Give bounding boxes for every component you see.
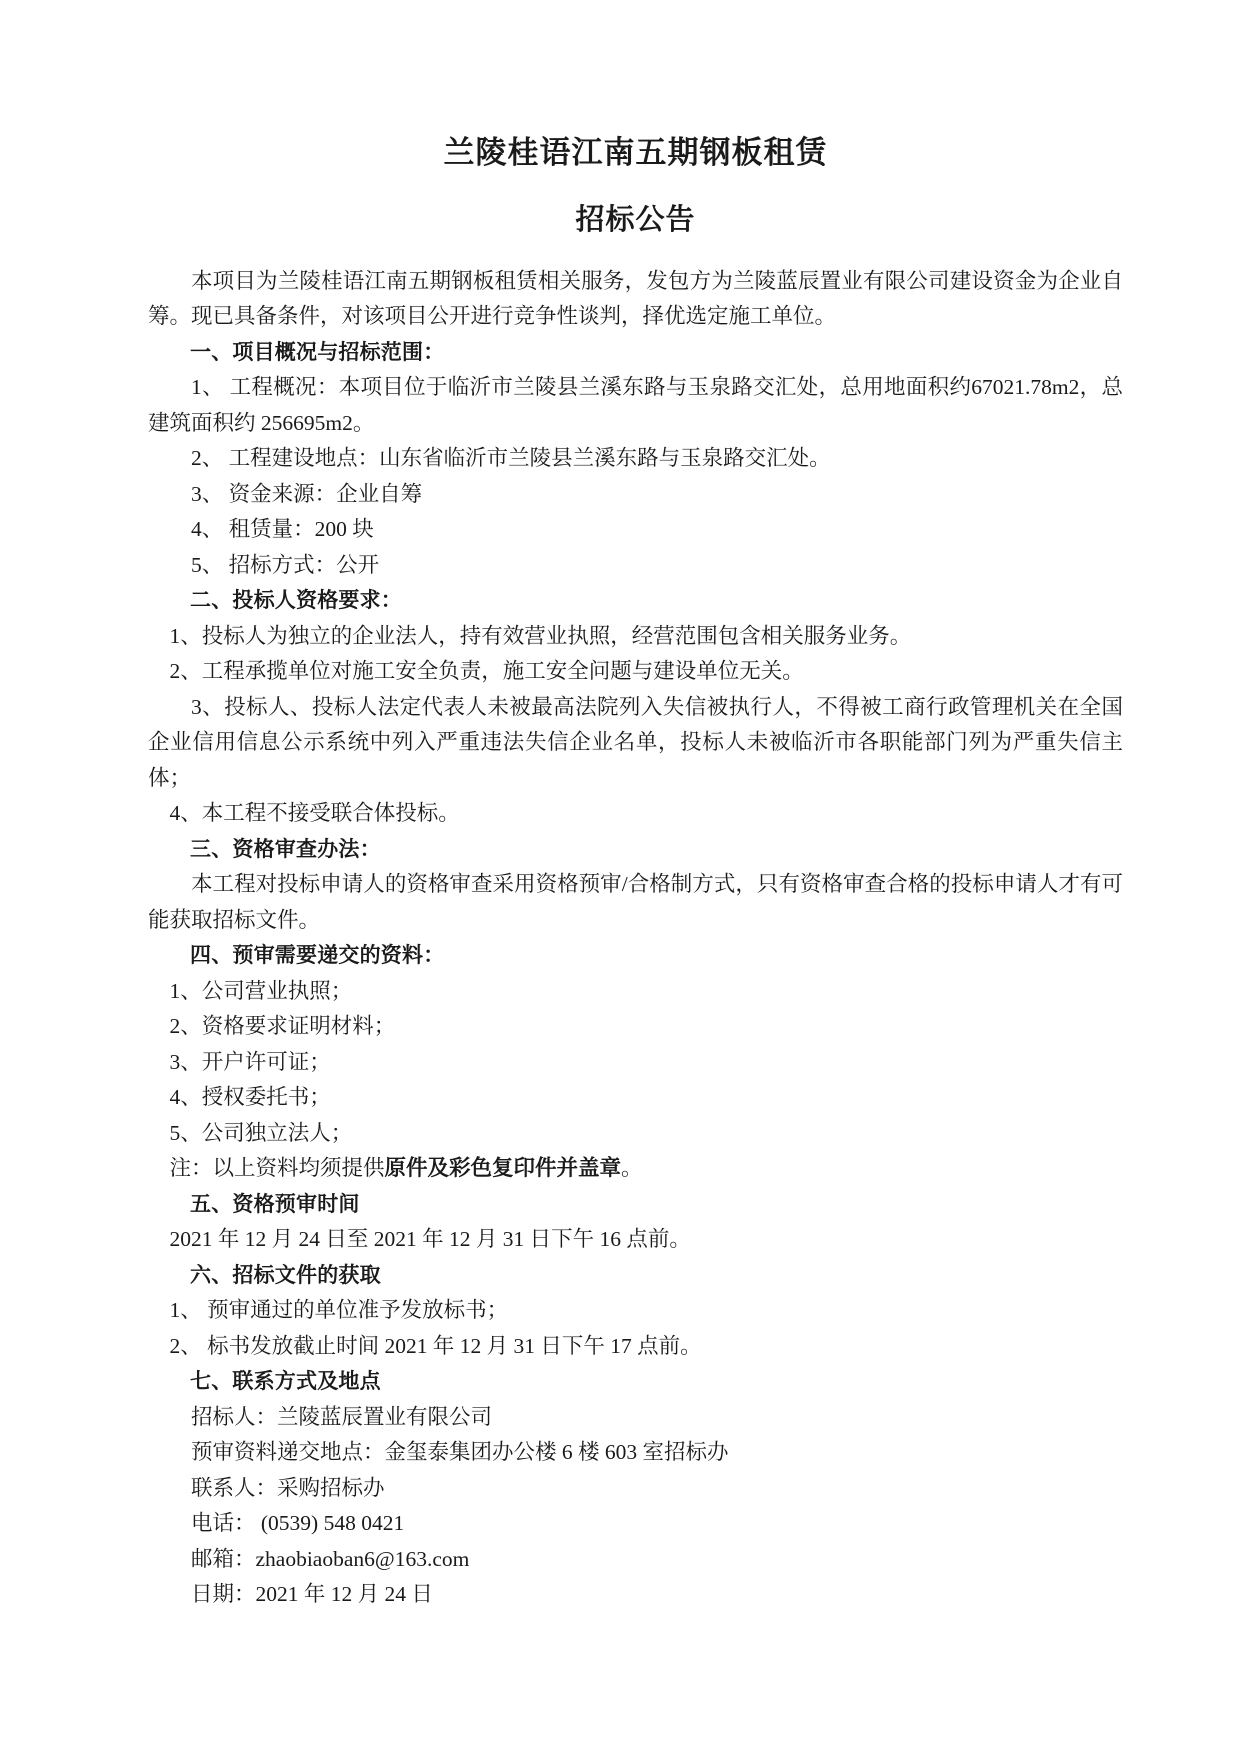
section-1-item-2: 2、 工程建设地点：山东省临沂市兰陵县兰溪东路与玉泉路交汇处。 [191, 446, 831, 471]
section-4-item-3: 3、开户许可证； [169, 1049, 331, 1074]
section-2-item-1: 1、投标人为独立的企业法人，持有效营业执照，经营范围包含相关服务业务。 [169, 623, 912, 648]
section-6-item-1: 1、 预审通过的单位准予发放标书； [169, 1298, 509, 1323]
contact-phone: 电话： (0539) 548 0421 [191, 1511, 405, 1536]
contact-date: 日期：2021 年 12 月 24 日 [191, 1582, 433, 1607]
section-5-line: 2021 年 12 月 24 日至 2021 年 12 月 31 日下午 16 点前。 [169, 1227, 691, 1252]
contact-tenderer: 招标人：兰陵蓝辰置业有限公司 [191, 1404, 493, 1429]
contact-person: 联系人：采购招标办 [191, 1475, 385, 1500]
section-heading-6: 六、招标文件的获取 [190, 1263, 381, 1287]
section-heading-4: 四、预审需要递交的资料： [190, 944, 445, 968]
section-1-item-4: 4、 租赁量：200 块 [191, 517, 374, 542]
section-4-item-1: 1、公司营业执照； [169, 978, 353, 1003]
section-6-item-2: 2、 标书发放截止时间 2021 年 12 月 31 日下午 17 点前。 [169, 1333, 702, 1358]
section-3-paragraph: 本工程对投标申请人的资格审查采用资格预审/合格制方式，只有资格审查合格的投标申请人才有可能获取招标文件。 [148, 872, 1123, 932]
contact-submission-place: 预审资料递交地点：金玺泰集团办公楼 6 楼 603 室招标办 [191, 1440, 729, 1465]
section-4-item-4: 4、授权委托书； [169, 1085, 331, 1110]
intro-paragraph: 本项目为兰陵桂语江南五期钢板租赁相关服务，发包方为兰陵蓝辰置业有限公司建设资金为企业自筹。现已具备条件，对该项目公开进行竞争性谈判，择优选定施工单位。 [148, 268, 1123, 329]
section-4-note-prefix: 注：以上资料均须提供 [169, 1156, 385, 1181]
contact-email: 邮箱：zhaobiaoban6@163.com [191, 1546, 470, 1571]
section-2-item-4: 4、本工程不接受联合体投标。 [169, 801, 460, 826]
section-heading-3: 三、资格审查办法： [190, 837, 381, 861]
document-body [148, 264, 1123, 1613]
page-subtitle: 招标公告 [575, 204, 696, 237]
section-1-item-3: 3、 资金来源：企业自筹 [191, 481, 423, 506]
section-heading-7: 七、联系方式及地点 [190, 1370, 381, 1394]
section-1-item-1: 1、 工程概况：本项目位于临沂市兰陵县兰溪东路与玉泉路交汇处，总用地面积约67021.78m2，总建筑面积约 256695m2。 [148, 375, 1123, 435]
section-4-note-emphasis: 原件及彩色复印件并盖章 [384, 1156, 622, 1181]
section-1-item-5: 5、 招标方式：公开 [191, 552, 380, 577]
section-2-item-3: 3、投标人、投标人法定代表人未被最高法院列入失信被执行人，不得被工商行政管理机关在全国企业信用信息公示系统中列入严重违法失信企业名单，投标人未被临沂市各职能部门列为严重失信主体； [148, 694, 1123, 790]
section-heading-2: 二、投标人资格要求： [190, 589, 402, 613]
page-title: 兰陵桂语江南五期钢板租赁 [443, 135, 828, 170]
section-heading-1: 一、项目概况与招标范围： [190, 340, 445, 364]
section-4-item-2: 2、资格要求证明材料； [169, 1014, 396, 1039]
section-4-item-5: 5、公司独立法人； [169, 1120, 353, 1145]
section-2-item-2: 2、工程承揽单位对施工安全负责，施工安全问题与建设单位无关。 [169, 659, 804, 684]
section-4-note [148, 1151, 1123, 1187]
section-4-note-suffix: 。 [621, 1156, 643, 1181]
section-heading-5: 五、资格预审时间 [190, 1192, 360, 1216]
